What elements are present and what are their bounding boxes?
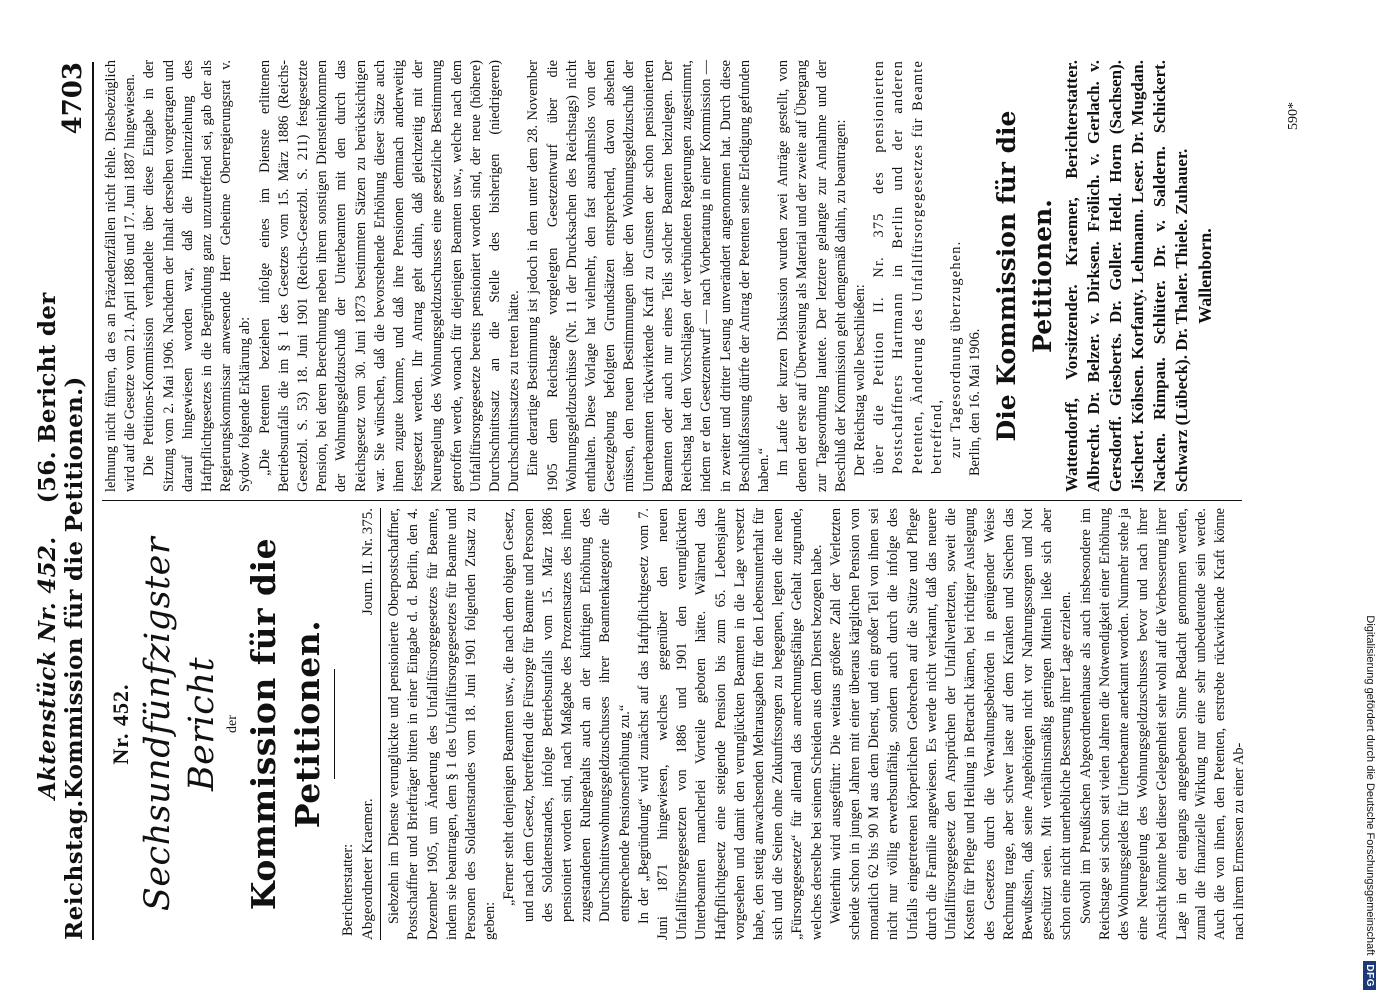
column-divider: [102, 500, 1242, 501]
commission-signature: Die Kommission für die Petitionen.: [992, 110, 1058, 442]
header-center: [34, 134, 88, 799]
signatory-last: Wallenborn.: [1195, 228, 1216, 324]
commission-title: Kommission für die Petitionen.: [244, 537, 327, 911]
report-title: Sechsundfünfzigster Bericht: [138, 536, 222, 912]
right-paragraph-1: lehnung nicht führen, da es an Präzedenzfällen nicht fehle. Diesbezüglich wird auf die Gesetze vom 21. April 1886 und 17. Juni 1887 hingewiesen.: [103, 60, 139, 492]
left-paragraph-2: Weiterhin wird ausgeführt: Die weitaus größere Zahl der Verletzten scheide schon in jungen Jahren mit einer überaus kärglichen Pension von monatlich 62 bis 90 M aus dem Dienst, und ein großer Teil von ihnen sei nicht nur völlig erwerbsunfähig, sondern auch durch die infolge des Unfalls eingetretenen körperlichen Gebrechen auf die Stütze und Pflege durch die Familie angewiesen. Es werde nicht verkannt, daß das neuere Unfallfürsorgegesetz den Ansprüchen der Unfallverletzten, soweit die Kosten für Pflege und Heilung in Betracht kämen, bei richtiger Auslegung des Gesetzes durch die Verwaltungsbehörden in genügender Weise Rechnung trage, aber schwer laste auf dem Kranken und Siechen das Bewußtsein, daß seine Angehörigen nicht vor Nahrungssorgen und Not geschützt seien. Mit verhältnismäßig geringen Mitteln ließe sich aber schon eine nicht unerhebliche Besserung ihrer Lage erzielen.: [827, 508, 1075, 940]
resolution-text: über die Petition II. Nr. 375 des pensionierten Postschaffners Hartmann in Berlin und der anderen Petenten, Änderung des Unfallfürsorgegesetzes für Beamte betreffend,: [871, 60, 945, 474]
reporter-name: Abgeordneter Kraemer.: [360, 798, 377, 940]
right-column: [102, 60, 1242, 492]
header-report-title: (56. Bericht der Kommission für die Petitionen.): [34, 292, 88, 800]
header-left: Reichstag.: [61, 799, 88, 940]
left-paragraph-1: In der „Begründung“ wird zunächst auf das Haftpflichtgesetz vom 7. Juni 1871 hingewiesen, welches gegenüber den neuen Unfallfürsorgegesetzen von 1886 und 1901 den verunglückten Unterbeamten mancherlei Vorteile geboten hätte. Während das Haftpflichtgesetz eine steigende Pension bis zum 65. Lebensjahre vorgesehen und damit den verunglückten Beamten in die Lage versetzt habe, den stetig anwachsenden Mehrausgaben für den Lebensunterhalt für sich und die Seinen ohne Zukunftssorgen zu begegnen, legten die neuen „Fürsorgegesetze“ für allemal das anrechnungsfähige Gehalt zugrunde, welches derselbe bei seinem Scheiden aus dem Dienst bezogen habe.: [635, 508, 825, 940]
reporter-row: [358, 508, 381, 940]
right-paragraph-5: Im Laufe der kurzen Diskussion wurden zwei Anträge gestellt, von denen der erste auf Überweisung als Material und der zweite auf Übergang zur Tagesordnung lautete. Der letztere gelangte zur Annahme und der Beschluß der Kommission geht demgemäß dahin, zu beantragen:: [775, 60, 849, 492]
header-page-number: 4703: [58, 62, 88, 135]
journal-number: Journ. II. Nr. 375.: [360, 508, 377, 616]
signatories: Wattendorff, Vorsitzender. Kraemer, Berichterstatter. Albrecht. Dr. Belzer. v. Dirksen. Frölich. v. Gerlach. v. Gersdorff. Giesberts. Dr. Goller. Held. Horn (Sachsen). Jischert. Köhsen. Korfanty. Lehmann. Leser. Dr. Mugdan. Nacken. Rimpau. Schlüter. Dr. v. Saldern. Schickert. Schwarz (Lübeck). Dr. Thaler. Thiele. Zuhauer.: [1062, 60, 1192, 492]
right-paragraph-3: „Die Petenten beziehen infolge eines im Dienste erlittenen Betriebsunfalls die im § 1 des Gesetzes vom 15. März 1886 (Reichs-Gesetzbl. S. 53) 18. Juni 1901 (Reichs-Gesetzbl. S. 211) festgesetzte Pension, bei deren Berechnung neben ihrem sonstigen Diensteinkommen der Wohnungsgeldzuschuß der Unterbeamten mit den durch das Reichsgesetz vom 30. Juni 1873 bestimmten Sätzen zu berücksichtigen war. Sie wünschen, daß die bevorstehende Erhöhung dieser Sätze auch ihnen zugute komme, und daß ihre Pensionen demnach anderweitig festgesetzt werden. Ihr Antrag geht dahin, daß gleichzeitig mit der Neuregelung des Wohnungsgeldzuschusses eine gesetzliche Bestimmung getroffen werde, wonach für diejenigen Beamten usw., welche nach dem Unfallfürsorgegesetze bereits pensioniert worden sind, der neue (höhere) Durchschnittssatz an die Stelle des bisherigen (niedrigeren) Durchschnittssatzes zu treten hätte.: [256, 60, 523, 492]
digitization-text: Digitalisierung gefördert durch die Deutsche Forschungsgemeinschaft: [1364, 615, 1376, 956]
petition-quote: „Ferner steht denjenigen Beamten usw., die nach dem obigen Gesetz, und nach dem Gesetz, betreffend die Fürsorge für Beamte und Personen des Soldatenstandes, infolge Betriebsunfalls vom 15. März 1886 pensioniert worden sind, nach Maßgabe des Prozentsatzes des ihnen zugestandenen Ruhegehalts auch an der künftigen Erhöhung des Durchschnittswohnungsgeldzuschusses ihrer Beamtenkategorie die entsprechende Pensionserhöhung zu.“: [501, 508, 633, 922]
right-paragraph-2: Die Petitions-Kommission verhandelte über diese Eingabe in der Sitzung vom 2. Mai 1906. Nachdem der Inhalt derselben vorgetragen und darauf hingewiesen worden war, daß die Hineinziehung des Haftpflichtgesetzes in die Begründung ganz unzutreffend sei, gab der als Regierungskommissar anwesende Herr Geheime Oberregierungsrat v. Sydow folgende Erklärung ab:: [141, 60, 254, 492]
header-document-number: Aktenstück Nr. 452.: [34, 536, 61, 800]
resolution-intro: Der Reichstag wolle beschließen:: [851, 284, 868, 476]
petition-intro: Siebzehn im Dienste verunglückte und pensionierte Oberpostschaffner, Postschaffner und Briefträger bitten in einer Eingabe d. d. Berlin, den 4. Dezember 1905, um Änderung des Unfallfürsorgegesetzes für Beamte, indem sie beantragen, dem § 1 des Unfallfürsorgegesetzes für Beamte und Personen des Soldatenstandes vom 18. Juni 1901 folgenden Zusatz zu geben:: [386, 508, 499, 940]
digitization-label-inner: [1362, 10, 1378, 990]
report-date: Berlin, den 16. Mai 1906.: [967, 328, 984, 476]
page-header: [34, 62, 94, 940]
report-der: der: [225, 715, 240, 733]
left-column: [102, 508, 1248, 940]
digitization-label: [1362, 10, 1378, 990]
dfg-logo-badge: DFG: [1364, 961, 1377, 990]
left-paragraph-3: Sowohl im Preußischen Abgeordnetenhause als auch insbesondere im Reichstage sei schon seit vielen Jahren die Notwendigkeit einer Erhöhung des Wohnungsgeldes für Unterbeamte anerkannt worden. Nunmehr stehe ja eine Neuregelung des Wohnungsgeldzuschusses bevor und nach ihrer Ansicht könnte bei dieser Gelegenheit sehr wohl auf die Verbesserung ihrer Lage in der eingangs angegebenen Sinne Bedacht genommen werden, zumal die finanzielle Wirkung nur eine sehr unbedeutende sein werde. Auch die von ihnen, den Petenten, erstrebte rückwirkende Kraft könne nach ihrem Ermessen zu einer Ab-: [1077, 508, 1248, 940]
resolution-end: zur Tagesordnung überzugehen.: [947, 240, 964, 458]
document-nr: Nr. 452.: [108, 683, 133, 765]
title-rule: [334, 669, 335, 779]
page-marker: 590*: [1286, 102, 1301, 130]
right-paragraph-4: Eine derartige Bestimmung ist jedoch in dem unter dem 28. November 1905 dem Reichstage vorgelegten Gesetzentwurf über die Wohnungsgeldzuschüsse (Nr. 11 der Drucksachen des Reichstags) nicht enthalten. Diese Vorlage hat vielmehr, den fast ausnahmslos von der Gesetzgebung befolgten Grundsätzen entsprechend, davon absehen müssen, den neuen Bestimmungen über den Wohnungsgeldzuschuß der Unterbeamten rückwirkende Kraft zu Gunsten der schon pensionierten Beamten oder auch nur eines Teils solcher Beamten beizulegen. Der Reichstag hat den Vorschlägen der verbündeten Regierungen zugestimmt, indem er den Gesetzentwurf — nach Vorberatung in einer Kommission — in zweiter und dritter Lesung unverändert angenommen hat. Durch diese Beschlußfassung dürfte der Antrag der Petenten seine Erledigung gefunden haben.“: [525, 60, 772, 492]
reporter-label: Berichterstatter:: [340, 843, 356, 936]
